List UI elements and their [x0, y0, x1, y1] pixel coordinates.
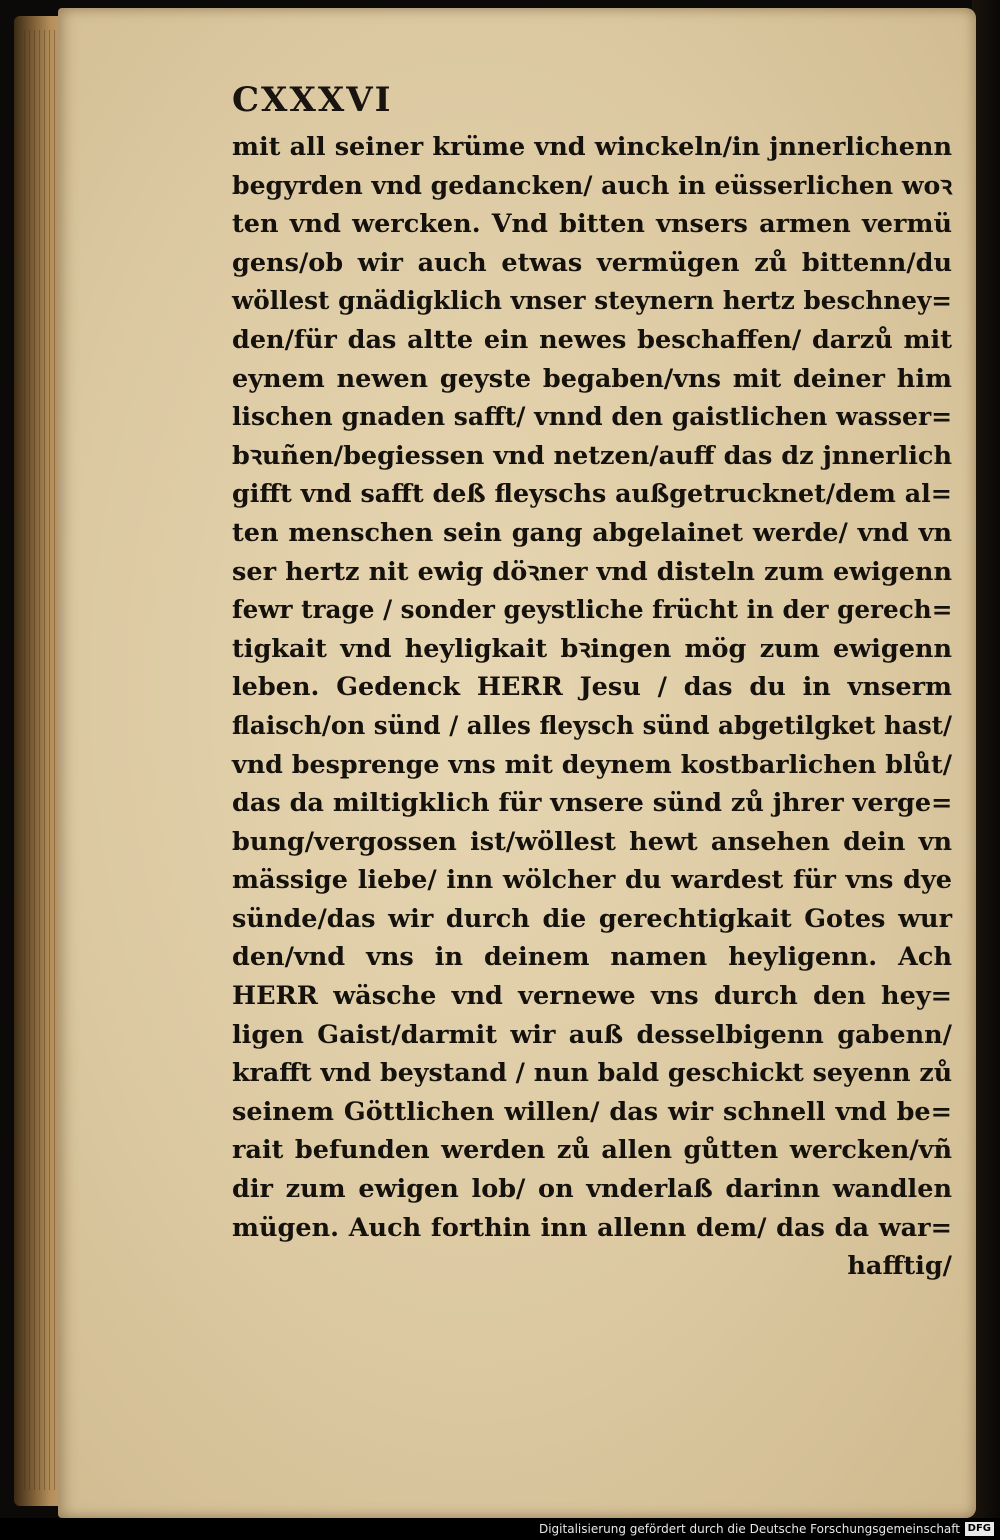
dfg-logo-icon: DFG	[965, 1522, 994, 1536]
text-line: krafft vnd beystand / nun bald geschickt seyenn zů	[232, 1058, 953, 1089]
text-line: rait befunden werden zů allen gůtten wercken/vñ	[232, 1135, 952, 1166]
text-line: eynem newen geyste begaben/vns mit deiner him	[232, 363, 952, 394]
text-line: tigkait vnd heyligkait bꝛingen mög zum ewigenn	[232, 633, 952, 664]
text-line: mit all seiner krüme vnd winckeln/in jnnerlichenn	[232, 132, 952, 162]
catchword: hafftig/	[847, 1251, 952, 1282]
text-line: bung/vergossen ist/wöllest hewt ansehen dein vn	[232, 826, 952, 857]
text-line: HERR wäsche vnd vernewe vns durch den hey=	[232, 981, 952, 1012]
funding-credit: Digitalisierung gefördert durch die Deutsche Forschungsgemeinschaft	[538, 1522, 960, 1536]
text-line: sünde/das wir durch die gerechtigkait Gotes wur	[232, 903, 952, 934]
text-line: lischen gnaden safft/ vnnd den gaistlichen wasser=	[232, 402, 953, 433]
book-gutter-shadow	[972, 0, 1000, 1540]
body-text	[232, 128, 952, 1286]
text-line: fewr trage / sonder geystliche frücht in der gerech=	[232, 595, 953, 626]
text-line: den/für das altte ein newes beschaffen/ darzů mit	[232, 324, 952, 355]
text-line: vnd besprenge vns mit deynem kostbarlichen blůt/	[232, 749, 953, 780]
text-line: leben. Gedenck HERR Jesu / das du in vnserm	[232, 672, 952, 703]
text-line: gifft vnd safft deß fleyschs außgetrucknet/dem al=	[232, 479, 953, 510]
text-line: dir zum ewigen lob/ on vnderlaß darinn wandlen	[232, 1174, 952, 1205]
text-line: ten menschen sein gang abgelainet werde/ vnd vn	[232, 517, 952, 548]
text-line: wöllest gnädigklich vnser steynern hertz beschney=	[232, 286, 952, 317]
text-line: mügen. Auch forthin inn allenn dem/ das da war=	[232, 1212, 952, 1243]
text-line: ten vnd wercken. Vnd bitten vnsers armen vermü	[232, 209, 952, 240]
text-line: ser hertz nit ewig döꝛner vnd disteln zum ewigenn	[232, 556, 952, 587]
text-line: bꝛuñen/begiessen vnd netzen/auff das dz jnnerlich	[232, 440, 952, 471]
text-line: flaisch/on sünd / alles fleysch sünd abgetilgket hast/	[232, 710, 953, 741]
text-line: ligen Gaist/darmit wir auß desselbigenn gabenn/	[232, 1019, 952, 1050]
text-line: seinem Göttlichen willen/ das wir schnell vnd be=	[232, 1096, 952, 1127]
text-line: mässige liebe/ inn wölcher du wardest für vns dye	[232, 865, 952, 896]
text-line: das da miltigklich für vnsere sünd zů jhrer verge=	[232, 788, 953, 819]
folio-number: CXXXVI	[232, 80, 393, 120]
text-line: gens/ob wir auch etwas vermügen zů bittenn/du	[232, 247, 952, 278]
text-line: den/vnd vns in deinem namen heyligenn. Ach	[232, 942, 952, 973]
text-line: begyrden vnd gedancken/ auch in eüsserlichen woꝛ	[232, 170, 953, 201]
